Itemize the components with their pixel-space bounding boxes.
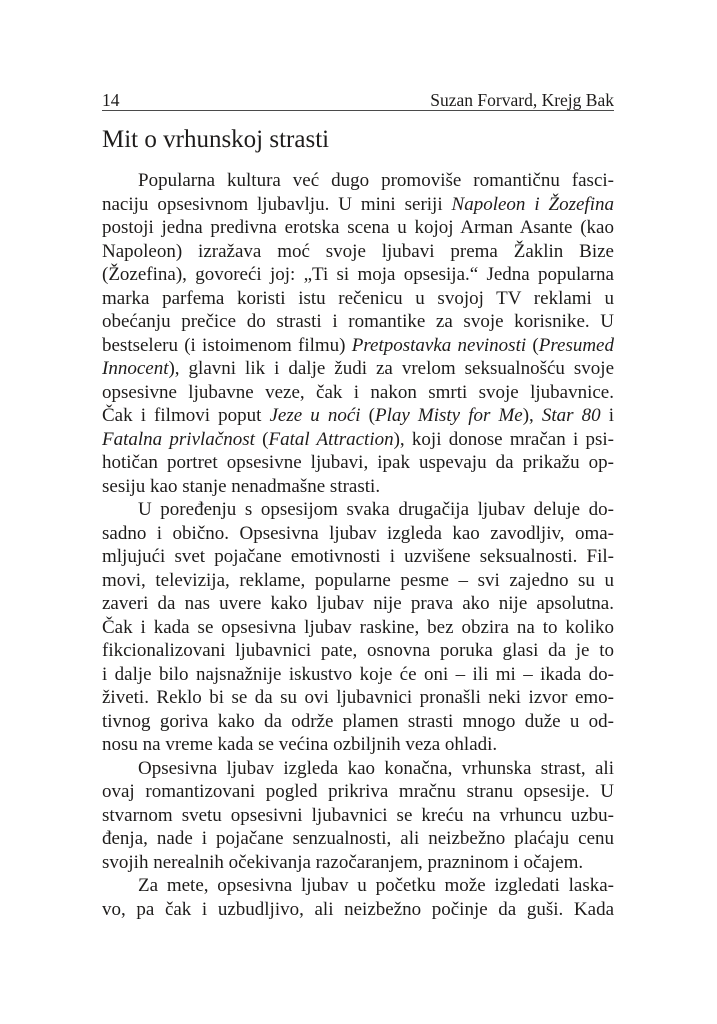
text-run: ( (526, 334, 539, 356)
text-line (102, 169, 614, 193)
paragraph (102, 874, 614, 921)
text-run: i dalje bilo najsnažnije iskustvo koje će oni – ili mi – ikada do- (102, 663, 614, 685)
text-run: Za mete, opsesivna ljubav u početku može izgledati laska- (138, 875, 614, 896)
paragraph (102, 498, 614, 757)
text-line (102, 663, 614, 687)
text-line (102, 898, 614, 922)
text-line (102, 710, 614, 734)
text-line (102, 545, 614, 569)
text-run: (Žozefina), govoreći joj: „Ti si moja opsesija.“ Jedna popularna (102, 264, 614, 285)
text-line (102, 451, 614, 475)
text-line (102, 287, 614, 311)
text-run: bestseleru (i istoimenom filmu) (102, 334, 352, 356)
text-line (102, 498, 614, 522)
text-run: sesiju kao stanje nenadmašne strasti. (102, 475, 381, 497)
text-run: Napoleon) izražava moć svoje ljubavi prema Žaklin Bize (102, 240, 614, 262)
text-run: đenja, nade i pojačane senzualnosti, ali neizbežno plaćaju cenu (102, 828, 614, 849)
text-run: ( (254, 428, 269, 450)
text-line (102, 851, 614, 875)
text-line (102, 522, 614, 546)
text-run: sadno i obično. Opsesivna ljubav izgleda kao zavodljiv, oma- (102, 522, 614, 544)
text-line (102, 381, 614, 405)
text-line (102, 240, 614, 264)
text-run: ( (360, 405, 375, 426)
text-run: zaveri da nas uvere kako ljubav nije prava ako nije apsolutna. (102, 593, 614, 614)
text-line (102, 592, 614, 616)
text-line (102, 334, 614, 358)
paragraph (102, 169, 614, 498)
text-line (102, 686, 614, 710)
text-line (102, 428, 614, 452)
text-run: mljujući svet pojačane emotivnosti i uzvišene seksualnosti. Fil- (102, 546, 614, 567)
paragraph (102, 757, 614, 875)
italic-title-text: Presumed (538, 334, 614, 356)
italic-title-text: Innocent (102, 358, 169, 379)
italic-title-text: Play Misty for Me (374, 405, 523, 426)
body-text (102, 169, 614, 921)
text-line (102, 804, 614, 828)
text-run: U poređenju s opsesijom svaka drugačija ljubav deluje do- (138, 499, 614, 520)
text-run: svojih nerealnih očekivanja razočaranjem, prazninom i očajem. (102, 851, 584, 873)
text-run: Popularna kultura već dugo promoviše romantičnu fasci- (138, 170, 614, 191)
text-line (102, 780, 614, 804)
italic-title-text: Napoleon i Žozefina (451, 193, 614, 215)
italic-title-text: Fatalna privlačnost (102, 428, 255, 450)
text-run: opsesivne ljubavne veze, čak i nakon smrti svoje ljubavnice. (102, 381, 614, 403)
text-run: ), koji donose mračan i psi- (393, 428, 614, 450)
text-line (102, 827, 614, 851)
text-run: movi, televizija, reklame, popularne pesme – svi zajedno su u (102, 569, 614, 591)
text-run: postoji jedna predivna erotska scena u kojoj Arman Asante (kao (102, 217, 614, 238)
text-run: ), (522, 405, 542, 426)
running-header-authors: Suzan Forvard, Krejg Bak (430, 90, 614, 110)
text-run: fikcionalizovani ljubavnici pate, osnovna poruka glasi da je to (102, 640, 614, 661)
text-line (102, 404, 614, 428)
text-line (102, 310, 614, 334)
text-line (102, 263, 614, 287)
text-line (102, 757, 614, 781)
text-run: obećanju prečice do strasti i romantike za svoje korisnike. U (102, 311, 614, 332)
text-line (102, 569, 614, 593)
text-run: i (600, 405, 615, 426)
text-run: vo, pa čak i uzbudljivo, ali neizbežno počinje da guši. Kada (102, 898, 614, 920)
text-run: Opsesivna ljubav izgleda kao konačna, vrhunska strast, ali (138, 757, 614, 779)
page-number: 14 (102, 90, 120, 110)
italic-title-text: Jeze u noći (269, 405, 361, 426)
text-run: nosu na vreme kada se većina ozbiljnih veza ohladi. (102, 734, 498, 755)
text-line (102, 639, 614, 663)
text-run: naciju opsesivnom ljubavlju. U mini seriji (102, 193, 452, 215)
text-line (102, 733, 614, 757)
text-run: živeti. Reklo bi se da su ovi ljubavnici pronašli neki izvor emo- (102, 687, 614, 708)
text-run: Čak i kada se opsesivna ljubav raskine, bez obzira na to koliko (102, 616, 614, 638)
section-title: Mit o vrhunskoj strasti (102, 126, 330, 153)
text-run: ), glavni lik i dalje žudi za vrelom seksualnošću svoje (168, 358, 614, 379)
text-run: marka parfema koristi istu rečenicu u svojoj TV reklami u (102, 287, 614, 309)
text-line (102, 475, 614, 499)
running-header (102, 90, 614, 111)
text-line (102, 193, 614, 217)
text-line (102, 874, 614, 898)
text-line (102, 616, 614, 640)
italic-title-text: Fatal Attraction (268, 428, 394, 450)
italic-title-text: Pretpostavka nevinosti (351, 334, 527, 356)
text-line (102, 357, 614, 381)
text-line (102, 216, 614, 240)
italic-title-text: Star 80 (541, 405, 601, 426)
text-run: stvarnom svetu opsesivni ljubavnici se kreću na vrhuncu uzbu- (102, 804, 614, 826)
text-run: hotičan portret opsesivne ljubavi, ipak uspevaju da prikažu op- (102, 452, 614, 473)
text-run: ovaj romantizovani pogled prikriva mračnu stranu opsesije. U (102, 781, 614, 802)
text-run: tivnog goriva kako da održe plamen strasti mnogo duže u od- (102, 710, 614, 732)
text-run: Čak i filmovi poput (102, 405, 270, 426)
